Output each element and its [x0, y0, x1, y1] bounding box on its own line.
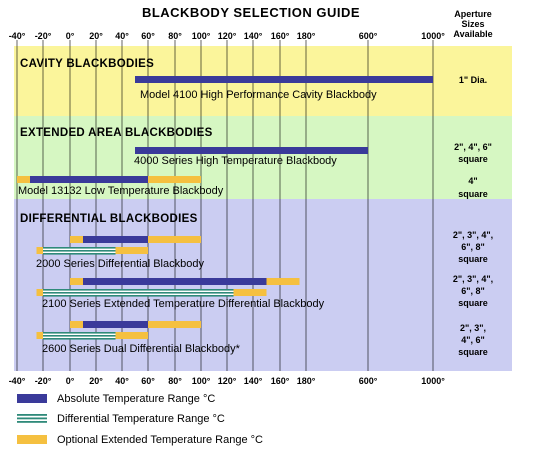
optional-range-bar-low: [17, 176, 30, 183]
row-label: 2600 Series Dual Differential Blackbody*: [42, 343, 240, 355]
aperture-size: square: [458, 254, 488, 264]
row-label: 2100 Series Extended Temperature Differential Blackbody: [42, 298, 325, 310]
x-tick-label-bottom: 140°: [243, 376, 263, 386]
legend-swatch-absolute: [17, 394, 47, 403]
aperture-size: 2", 3", 4",: [452, 274, 494, 284]
aperture-size: 2", 4", 6": [454, 142, 492, 152]
diff-optional-range-bar-low: [37, 332, 44, 339]
x-tick-label-bottom: 0°: [65, 376, 75, 386]
row-label: 2000 Series Differential Blackbody: [36, 258, 204, 270]
x-tick-label-bottom: 100°: [191, 376, 211, 386]
x-tick-label-bottom: 120°: [217, 376, 237, 386]
x-tick-label-top: 0°: [65, 31, 75, 41]
legend-swatch-optional: [17, 435, 47, 444]
diff-optional-range-bar-low: [37, 247, 44, 254]
differential-range-bar: [43, 250, 116, 252]
x-tick-labels-bottom: [9, 376, 446, 386]
legend-label: Optional Extended Temperature Range °C: [57, 434, 263, 446]
differential-range-bar: [43, 295, 234, 297]
optional-range-bar-high: [267, 278, 300, 285]
x-tick-label-top: 120°: [217, 31, 237, 41]
x-tick-label-bottom: 160°: [270, 376, 290, 386]
x-tick-label-bottom: 60°: [141, 376, 155, 386]
diff-optional-range-bar-low: [37, 289, 44, 296]
x-tick-label-top: 140°: [243, 31, 263, 41]
aperture-size: 4": [468, 176, 478, 186]
x-tick-label-top: 20°: [89, 31, 103, 41]
legend-label: Absolute Temperature Range °C: [57, 393, 216, 405]
differential-range-bar: [43, 292, 234, 294]
x-tick-label-bottom: 80°: [168, 376, 182, 386]
differential-range-bar: [43, 253, 116, 255]
x-tick-label-bottom: -40°: [8, 376, 26, 386]
diff-optional-range-bar-high: [234, 289, 267, 296]
aperture-size: square: [458, 189, 488, 199]
aperture-header-line: Available: [453, 29, 493, 39]
aperture-size: 2", 3",: [459, 323, 487, 333]
x-tick-label-top: -40°: [8, 31, 26, 41]
diff-optional-range-bar-high: [116, 247, 149, 254]
x-tick-label-bottom: 180°: [296, 376, 316, 386]
x-tick-label-bottom: 600°: [358, 376, 378, 386]
aperture-size: square: [458, 154, 488, 164]
aperture-size: 6", 8": [461, 242, 485, 252]
x-tick-label-bottom: 20°: [89, 376, 103, 386]
section-title: EXTENDED AREA BLACKBODIES: [20, 127, 213, 139]
absolute-range-bar: [83, 236, 148, 243]
differential-range-bar: [43, 247, 116, 249]
legend: [17, 393, 263, 446]
optional-range-bar-high: [148, 236, 201, 243]
section-title: CAVITY BLACKBODIES: [20, 58, 155, 70]
x-tick-labels-top: [9, 31, 446, 41]
differential-range-bar: [43, 338, 116, 340]
x-tick-label-top: 100°: [191, 31, 211, 41]
x-tick-label-top: 1000°: [421, 31, 445, 41]
aperture-header-line: Aperture: [454, 9, 492, 19]
optional-range-bar-low: [70, 321, 83, 328]
x-tick-label-top: 80°: [168, 31, 182, 41]
aperture-size: 6", 8": [461, 286, 485, 296]
legend-swatch-differential: [17, 421, 47, 423]
x-tick-label-bottom: 1000°: [421, 376, 445, 386]
optional-range-bar-low: [70, 236, 83, 243]
differential-range-bar: [43, 335, 116, 337]
absolute-range-bar: [135, 76, 433, 83]
x-tick-label-top: 160°: [270, 31, 290, 41]
row-label: Model 4100 High Performance Cavity Blackbody: [140, 89, 377, 101]
x-tick-label-top: -20°: [34, 31, 52, 41]
x-tick-label-top: 40°: [115, 31, 129, 41]
optional-range-bar-high: [148, 321, 201, 328]
absolute-range-bar: [135, 147, 368, 154]
x-tick-label-top: 60°: [141, 31, 155, 41]
aperture-size: 4", 6": [461, 335, 485, 345]
x-tick-label-top: 600°: [358, 31, 378, 41]
legend-swatch-differential: [17, 418, 47, 420]
absolute-range-bar: [83, 321, 148, 328]
row-label: 4000 Series High Temperature Blackbody: [134, 155, 337, 167]
chart-title: BLACKBODY SELECTION GUIDE: [141, 5, 361, 20]
optional-range-bar-low: [70, 278, 83, 285]
legend-swatch-differential: [17, 414, 47, 416]
x-tick-label-bottom: -20°: [34, 376, 52, 386]
absolute-range-bar: [83, 278, 267, 285]
diff-optional-range-bar-high: [116, 332, 149, 339]
aperture-header-line: Sizes: [461, 19, 485, 29]
aperture-size: 1" Dia.: [458, 75, 488, 85]
aperture-size: 2", 3", 4",: [452, 230, 494, 240]
section-title: DIFFERENTIAL BLACKBODIES: [20, 213, 198, 225]
row-label: Model 13132 Low Temperature Blackbody: [18, 185, 224, 197]
x-tick-label-top: 180°: [296, 31, 316, 41]
x-tick-label-bottom: 40°: [115, 376, 129, 386]
legend-label: Differential Temperature Range °C: [57, 413, 225, 425]
differential-range-bar: [43, 289, 234, 291]
differential-range-bar: [43, 332, 116, 334]
optional-range-bar-high: [148, 176, 201, 183]
aperture-size: square: [458, 347, 488, 357]
aperture-size: square: [458, 298, 488, 308]
absolute-range-bar: [30, 176, 148, 183]
